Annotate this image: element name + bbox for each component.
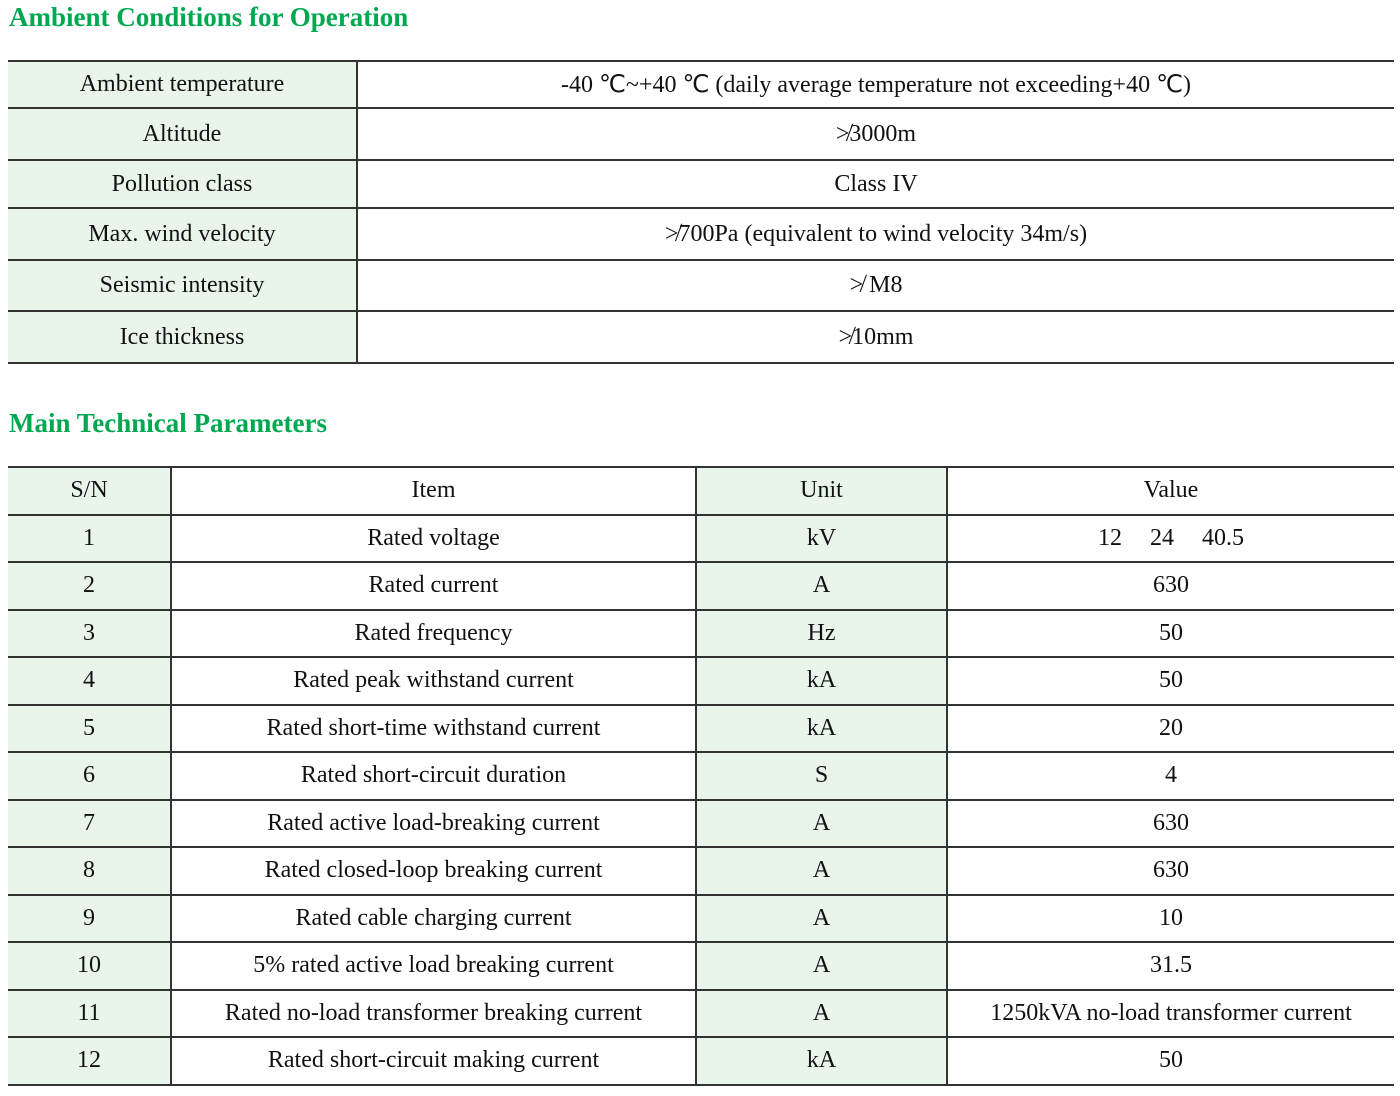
ambient-row [8, 311, 1394, 363]
param-item: Rated frequency [171, 610, 696, 658]
params-title: Main Technical Parameters [9, 408, 327, 438]
param-item: Rated peak withstand current [171, 657, 696, 705]
param-unit: A [696, 800, 947, 848]
param-sn: 4 [8, 657, 171, 705]
param-sn: 8 [8, 847, 171, 895]
param-unit: A [696, 562, 947, 610]
param-item: Rated voltage [171, 515, 696, 563]
ambient-row [8, 160, 1394, 208]
condition-value: ≯700Pa (equivalent to wind velocity 34m/s) [357, 208, 1394, 260]
param-sn: 3 [8, 610, 171, 658]
param-item: Rated no-load transformer breaking current [171, 990, 696, 1038]
param-unit: A [696, 990, 947, 1038]
param-item: Rated short-time withstand current [171, 705, 696, 753]
ambient-title: Ambient Conditions for Operation [9, 2, 409, 32]
condition-value: ≯10mm [357, 311, 1394, 363]
param-unit: kA [696, 705, 947, 753]
table-row [8, 657, 1394, 705]
param-item: 5% rated active load breaking current [171, 942, 696, 990]
condition-label: Ambient temperature [8, 61, 357, 108]
param-item: Rated current [171, 562, 696, 610]
param-value: 31.5 [947, 942, 1394, 990]
param-sn: 7 [8, 800, 171, 848]
param-value: 50 [947, 657, 1394, 705]
table-row [8, 990, 1394, 1038]
condition-value: ≯ M8 [357, 260, 1394, 311]
condition-label: Seismic intensity [8, 260, 357, 311]
table-row [8, 1037, 1394, 1085]
param-unit: A [696, 942, 947, 990]
header-sn: S/N [8, 467, 171, 515]
param-value: 1250kVA no-load transformer current [947, 990, 1394, 1038]
table-row [8, 800, 1394, 848]
condition-label: Pollution class [8, 160, 357, 208]
param-sn: 10 [8, 942, 171, 990]
voltage-value: 40.5 [1202, 524, 1244, 551]
condition-value: -40 ℃~+40 ℃ (daily average temperature not exceeding+40 ℃) [357, 61, 1394, 108]
param-unit: A [696, 895, 947, 943]
table-row [8, 515, 1394, 563]
header-row [8, 467, 1394, 515]
table-row [8, 610, 1394, 658]
param-value [947, 515, 1394, 563]
param-item: Rated short-circuit duration [171, 752, 696, 800]
voltage-value: 24 [1150, 524, 1174, 551]
param-item: Rated short-circuit making current [171, 1037, 696, 1085]
param-item: Rated closed-loop breaking current [171, 847, 696, 895]
table-row [8, 942, 1394, 990]
param-unit: kA [696, 1037, 947, 1085]
table-row [8, 705, 1394, 753]
param-sn: 2 [8, 562, 171, 610]
table-row [8, 847, 1394, 895]
param-value: 630 [947, 562, 1394, 610]
param-value: 50 [947, 1037, 1394, 1085]
condition-label: Altitude [8, 108, 357, 160]
param-unit: S [696, 752, 947, 800]
param-sn: 9 [8, 895, 171, 943]
param-value: 630 [947, 847, 1394, 895]
param-unit: Hz [696, 610, 947, 658]
ambient-table [8, 60, 1394, 364]
header-value: Value [947, 467, 1394, 515]
param-value: 20 [947, 705, 1394, 753]
param-item: Rated cable charging current [171, 895, 696, 943]
param-sn: 5 [8, 705, 171, 753]
table-row [8, 895, 1394, 943]
ambient-row [8, 108, 1394, 160]
param-sn: 11 [8, 990, 171, 1038]
header-item: Item [171, 467, 696, 515]
condition-value: Class IV [357, 160, 1394, 208]
param-value: 4 [947, 752, 1394, 800]
header-unit: Unit [696, 467, 947, 515]
param-value: 630 [947, 800, 1394, 848]
ambient-row [8, 260, 1394, 311]
params-table [8, 466, 1394, 1086]
param-unit: kV [696, 515, 947, 563]
voltage-value: 12 [1098, 524, 1122, 551]
param-unit: A [696, 847, 947, 895]
param-sn: 6 [8, 752, 171, 800]
param-value: 50 [947, 610, 1394, 658]
param-value: 10 [947, 895, 1394, 943]
ambient-row [8, 61, 1394, 108]
table-row [8, 562, 1394, 610]
param-item: Rated active load-breaking current [171, 800, 696, 848]
condition-label: Ice thickness [8, 311, 357, 363]
condition-label: Max. wind velocity [8, 208, 357, 260]
param-sn: 12 [8, 1037, 171, 1085]
param-unit: kA [696, 657, 947, 705]
condition-value: ≯3000m [357, 108, 1394, 160]
param-sn: 1 [8, 515, 171, 563]
ambient-row [8, 208, 1394, 260]
table-row [8, 752, 1394, 800]
